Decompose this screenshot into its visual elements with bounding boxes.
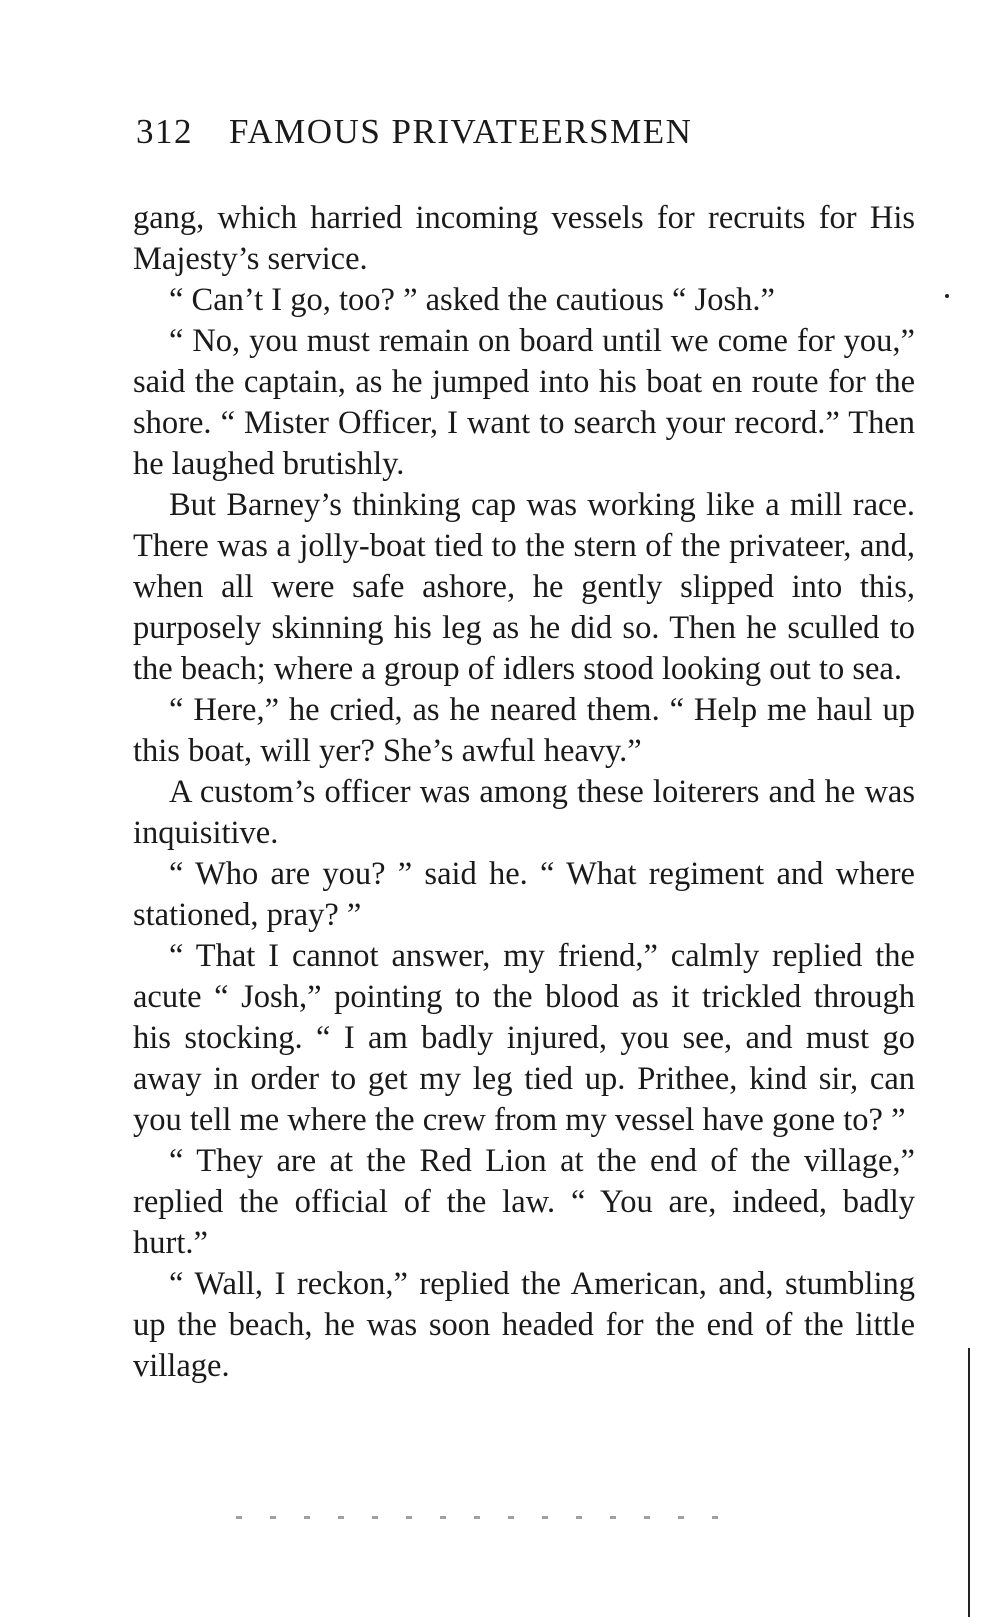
paragraph: “ No, you must remain on board until we come for you,” said the captain, as he jumped into his boat en route for the shore. “ Mister Officer, I want to search your record.” Then he laughed brutishly. — [133, 323, 915, 482]
body-text — [133, 198, 915, 1387]
paragraph: “ Can’t I go, too? ” asked the cautious “ Josh.” — [169, 282, 775, 318]
margin-speck — [945, 294, 949, 298]
page-edge-line — [968, 1348, 970, 1617]
running-title: FAMOUS PRIVATEERSMEN — [229, 112, 693, 151]
paragraph: “ Who are you? ” said he. “ What regiment and where stationed, pray? ” — [133, 856, 915, 933]
paragraph: gang, which harried incoming vessels for recruits for His Majesty’s service. — [133, 200, 915, 277]
paragraph: But Barney’s thinking cap was working like a mill race. There was a jolly-boat tied to the stern of the privateer, and, when all were safe ashore, he gently slipped into this, purposely skinning his leg as he did so. Then he sculled to the beach; where a group of idlers stood looking out to sea. — [133, 487, 915, 687]
paragraph: “ They are at the Red Lion at the end of the village,” replied the official of the law. “ You are, indeed, badly hurt.” — [133, 1143, 915, 1261]
running-header — [136, 112, 936, 152]
paragraph: “ That I cannot answer, my friend,” calmly replied the acute “ Josh,” pointing to the blood as it trickled through his stocking. “ I am badly injured, you see, and must go away in order to get my leg tied up. Prithee, kind sir, can you tell me where the crew from my vessel have gone to? ” — [133, 938, 915, 1138]
paragraph: “ Wall, I reckon,” replied the American, and, stumbling up the beach, he was soon headed for the end of the little village. — [133, 1266, 915, 1384]
page-number: 312 — [136, 112, 193, 151]
paragraph: “ Here,” he cried, as he neared them. “ Help me haul up this boat, will yer? She’s awful heavy.” — [133, 692, 915, 769]
bleed-through-marks — [236, 1516, 736, 1519]
paragraph: A custom’s officer was among these loiterers and he was inquisitive. — [133, 774, 915, 851]
